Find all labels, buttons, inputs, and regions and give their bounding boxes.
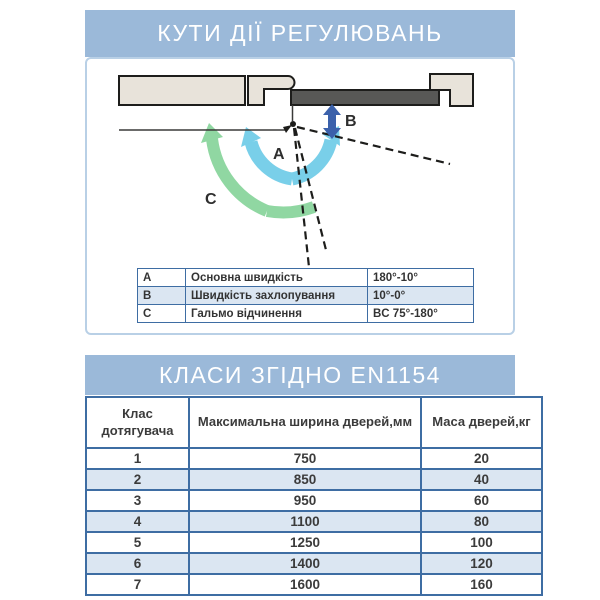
table-cell: A (138, 269, 186, 287)
table-cell: 1100 (189, 511, 421, 532)
table-row (86, 553, 542, 574)
table-row (86, 490, 542, 511)
table-cell: 80 (421, 511, 542, 532)
table-cell: 850 (189, 469, 421, 490)
table-cell: 6 (86, 553, 189, 574)
table-cell: 1 (86, 448, 189, 469)
table-cell: B (138, 287, 186, 305)
table-cell: 1400 (189, 553, 421, 574)
table-cell: 1250 (189, 532, 421, 553)
table-row (138, 269, 474, 287)
table-cell: BC 75°-180° (368, 305, 474, 323)
table-row (138, 287, 474, 305)
label-c: C (205, 191, 217, 208)
table-cell: Швидкість захлопування (186, 287, 368, 305)
table-cell: 180°-10° (368, 269, 474, 287)
table-cell: 1600 (189, 574, 421, 595)
table-cell: 60 (421, 490, 542, 511)
table-cell: 3 (86, 490, 189, 511)
table-row (86, 574, 542, 595)
adjustment-legend-table (137, 268, 474, 323)
table-cell: C (138, 305, 186, 323)
table-row (138, 305, 474, 323)
table-cell: 40 (421, 469, 542, 490)
column-header-mass: Маса дверей,кг (421, 397, 542, 448)
table-cell: 160 (421, 574, 542, 595)
table-row (86, 532, 542, 553)
table-cell: 2 (86, 469, 189, 490)
section-title-classes-text: КЛАСИ ЗГІДНО EN1154 (159, 361, 441, 388)
column-header-max-width: Максимальна ширина дверей,мм (189, 397, 421, 448)
table-cell: 20 (421, 448, 542, 469)
table-row (86, 448, 542, 469)
en1154-classes-table (85, 396, 543, 596)
table-cell: 10°-0° (368, 287, 474, 305)
door-frame-hinge-side (248, 76, 294, 105)
door-leaf-open (291, 90, 439, 105)
label-b: B (345, 113, 357, 130)
section-title-angles-text: КУТИ ДІЇ РЕГУЛЮВАНЬ (157, 20, 443, 46)
table-cell: 5 (86, 532, 189, 553)
section-title-angles (85, 10, 515, 57)
table-cell: 750 (189, 448, 421, 469)
table-header-row (86, 397, 542, 448)
hinge-pivot-point (290, 121, 296, 127)
table-cell: Гальмо відчинення (186, 305, 368, 323)
table-cell: 100 (421, 532, 542, 553)
table-row (86, 469, 542, 490)
dashed-ray-vertical-1 (294, 128, 309, 267)
table-cell: 120 (421, 553, 542, 574)
label-a: A (273, 146, 285, 163)
dashed-ray-vertical-2 (295, 128, 326, 250)
table-cell: 7 (86, 574, 189, 595)
table-row (86, 511, 542, 532)
column-header-class: Клас дотягувача (86, 397, 189, 448)
door-closer-angles-diagram (85, 57, 515, 335)
table-cell: Основна швидкість (186, 269, 368, 287)
table-cell: 950 (189, 490, 421, 511)
closed-door-line-arrowhead (283, 125, 292, 133)
section-title-classes (85, 355, 515, 395)
table-cell: 4 (86, 511, 189, 532)
wall-left (119, 76, 245, 105)
